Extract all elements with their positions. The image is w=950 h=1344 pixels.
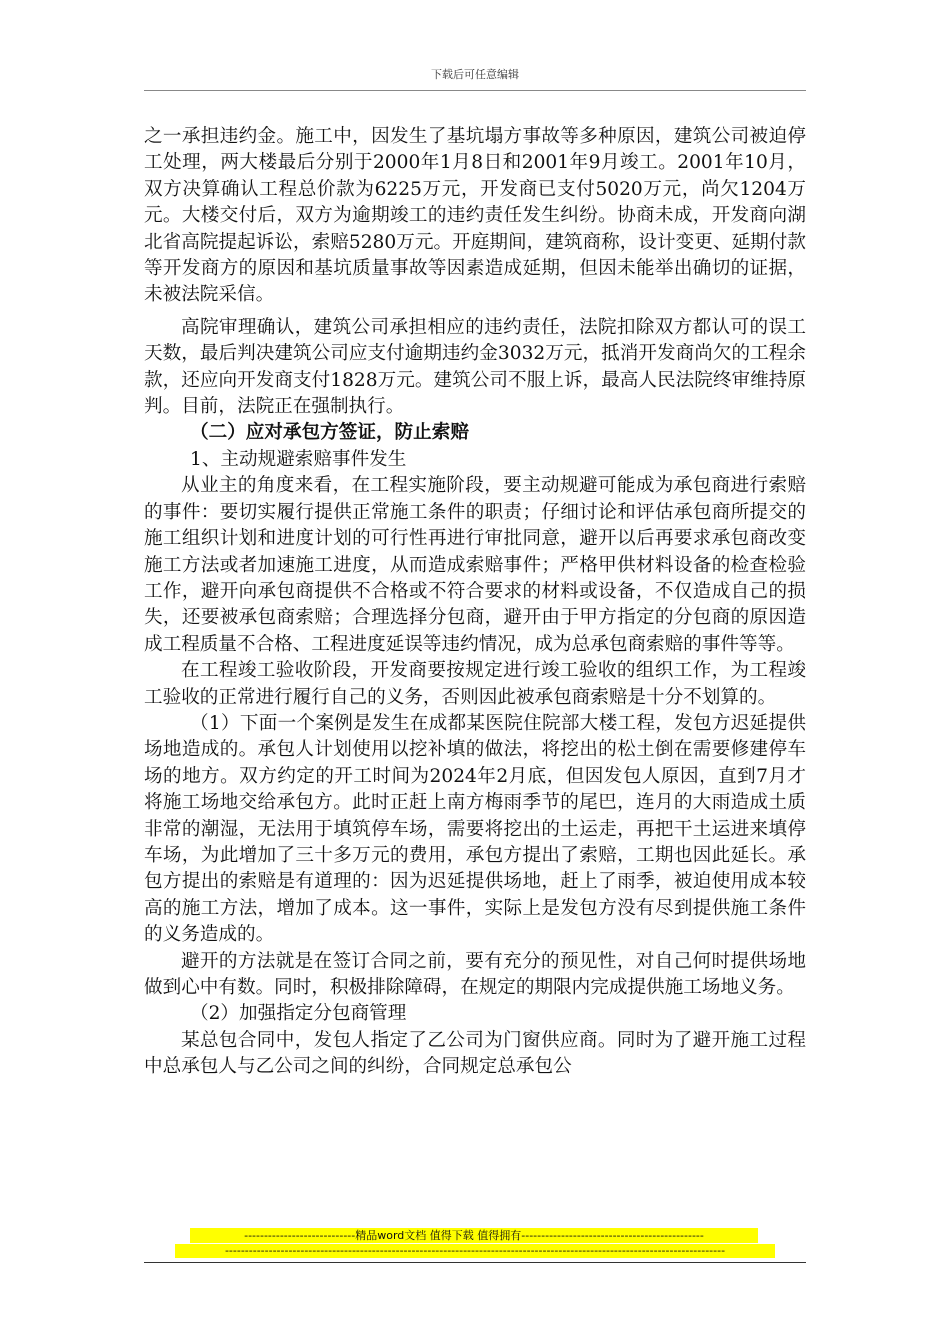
paragraph-7: 某总包合同中，发包人指定了乙公司为门窗供应商。同时为了避开施工过程中总承包人与乙公司之间的纠纷，合同规定总承包公 — [144, 1029, 806, 1078]
document-body — [144, 124, 806, 1081]
paragraph-4: 在工程竣工验收阶段，开发商要按规定进行竣工验收的组织工作，为工程竣工验收的正常进行履行自己的义务，否则因此被承包商索赔是十分不划算的。 — [144, 660, 806, 708]
footer-banner-line-1: ----------------------------精品word文档 值得下载 值得拥有---------------------------------------------- — [190, 1228, 758, 1243]
footer-banner-line-2: ------------------------------------------------------------------------------------------------------------------------------ — [175, 1244, 775, 1258]
paragraph-1: 之一承担违约金。施工中，因发生了基坑塌方事故等多种原因，建筑公司被迫停工处理，两大楼最后分别于2000年1月8日和2001年9月竣工。2001年10月，双方决算确认工程总价款为6225万元，开发商已支付5020万元，尚欠1204万元。大楼交付后，双方为逾期竣工的违约责任发生纠纷。协商未成，开发商向湖北省高院提起诉讼，索赔5280万元。开庭期间，建筑商称，设计变更、延期付款等开发商方的原因和基坑质量事故等因素造成延期，但因未能举出确切的证据，未被法院采信。 — [144, 126, 806, 306]
page-header: 下载后可任意编辑 — [431, 68, 519, 81]
subheading-1: 1、主动规避索赔事件发生 — [190, 448, 407, 470]
paragraph-6: 避开的方法就是在签订合同之前，要有充分的预见性，对自己何时提供场地做到心中有数。同时，积极排除障碍，在规定的期限内完成提供施工场地义务。 — [144, 950, 806, 998]
header-divider — [144, 90, 806, 91]
paragraph-3: 从业主的角度来看，在工程实施阶段，要主动规避可能成为承包商进行索赔的事件：要切实履行提供正常施工条件的职责；仔细讨论和评估承包商所提交的施工组织计划和进度计划的可行性再进行审批同意，避开以后再要求承包商改变施工方法或者加速施工进度，从而造成索赔事件；严格甲供材料设备的检查检验工作，避开向承包商提供不合格或不符合要求的材料或设备，不仅造成自己的损失，还要被承包商索赔；合理选择分包商，避开由于甲方指定的分包商的原因造成工程质量不合格、工程进度延误等违约情况，成为总承包商索赔的事件等等。 — [144, 475, 806, 655]
section-heading: （二）应对承包方签证，防止索赔 — [190, 422, 469, 444]
footer-divider — [144, 1262, 806, 1263]
paragraph-5: （1）下面一个案例是发生在成都某医院住院部大楼工程，发包方迟延提供场地造成的。承包人计划使用以挖补填的做法，将挖出的松土倒在需要修建停车场的地方。双方约定的开工时间为2024年2月底，但因发包人原因，直到7月才将施工场地交给承包方。此时正赶上南方梅雨季节的尾巴，连月的大雨造成土质非常的潮湿，无法用于填筑停车场，需要将挖出的土运走，再把干土运进来填停车场，为此增加了三十多万元的费用，承包方提出了索赔，工期也因此延长。承包方提出的索赔是有道理的：因为迟延提供场地，赶上了雨季，被迫使用成本较高的施工方法，增加了成本。这一事件，实际上是发包方没有尽到提供施工条件的义务造成的。 — [144, 712, 806, 946]
subheading-2: （2）加强指定分包商管理 — [190, 1003, 407, 1025]
paragraph-2: 高院审理确认，建筑公司承担相应的违约责任，法院扣除双方都认可的误工天数，最后判决建筑公司应支付逾期违约金3032万元，抵消开发商尚欠的工程余款，还应向开发商支付1828万元。建筑公司不服上诉，最高人民法院终审维持原判。目前，法院正在强制执行。 — [144, 316, 806, 418]
